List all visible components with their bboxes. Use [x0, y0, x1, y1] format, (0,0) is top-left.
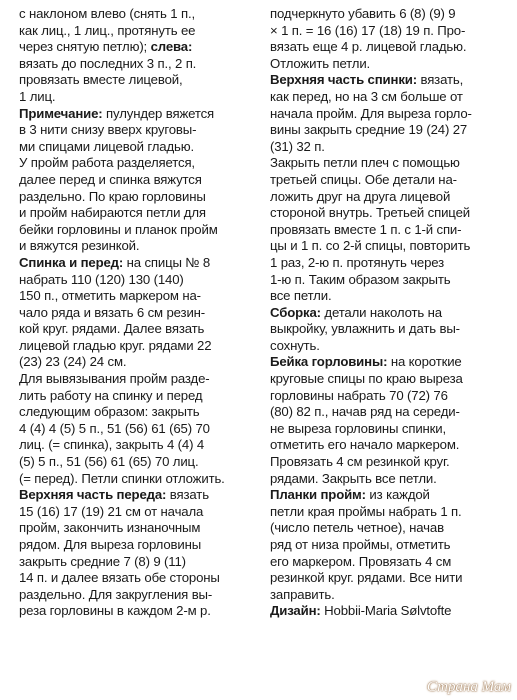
- text-line: [19, 554, 255, 571]
- text-segment: горловины набрать 70 (72) 76: [270, 387, 448, 403]
- text-line: [19, 371, 255, 388]
- text-segment: ряд от низа проймы, отметить: [270, 537, 451, 552]
- text-segment: вязать до последних 3 п., 2 п.: [19, 55, 197, 71]
- text-segment: (31) 32 п.: [270, 138, 325, 154]
- text-segment: и пройм набираются петли для: [19, 205, 206, 221]
- text-line: [19, 23, 255, 40]
- text-line: [19, 305, 255, 322]
- right-text-column: [270, 6, 510, 620]
- text-line: [19, 272, 255, 289]
- text-segment: лицевой гладью круг. рядами 22: [19, 337, 212, 353]
- text-line: [270, 172, 510, 189]
- text-line: [270, 56, 510, 73]
- text-segment: Для вывязывания пройм разде-: [19, 371, 210, 387]
- text-line: [19, 189, 255, 206]
- text-segment: раздельно. По краю горловины: [19, 188, 206, 204]
- text-line: [19, 222, 255, 239]
- section-heading: Верхняя часть спинки:: [270, 72, 417, 88]
- text-line: [19, 537, 255, 554]
- text-line: [19, 155, 255, 172]
- text-line: [19, 39, 255, 56]
- text-line: [19, 72, 255, 89]
- text-line: [19, 139, 255, 156]
- text-line: [270, 437, 510, 454]
- text-line: [270, 255, 510, 272]
- text-segment: детали наколоть на: [320, 304, 442, 320]
- text-segment: цы и 1 п. со 2-й спицы, повторить: [270, 238, 471, 254]
- text-segment: (80) 82 п., начав ряд на середи-: [270, 404, 460, 420]
- text-line: [270, 321, 510, 338]
- text-line: [19, 354, 255, 371]
- text-segment: его маркером. Провязать 4 см: [270, 553, 452, 569]
- text-line: [270, 23, 510, 40]
- text-line: [19, 122, 255, 139]
- text-segment: все петли.: [270, 288, 332, 304]
- watermark-logo: Страна Мам: [426, 679, 511, 695]
- text-line: [270, 354, 510, 371]
- text-line: [19, 255, 255, 272]
- text-line: [270, 421, 510, 438]
- text-segment: на спицы № 8: [123, 254, 211, 270]
- text-line: [19, 520, 255, 537]
- text-line: [270, 122, 510, 139]
- text-segment: У пройм работа разделяется,: [19, 155, 195, 171]
- section-heading: Сборка:: [270, 304, 321, 320]
- text-line: [270, 288, 510, 305]
- text-segment: кой круг. рядами. Далее вязать: [19, 321, 205, 337]
- text-segment: лиц. (= спинка), закрыть 4 (4) 4: [19, 437, 205, 453]
- text-line: [19, 471, 255, 488]
- text-line: [270, 587, 510, 604]
- text-segment: в 3 нити снизу вверх круговы-: [19, 122, 197, 138]
- section-heading: Спинка и перед:: [19, 254, 124, 270]
- text-segment: ложить друг на друга лицевой: [270, 188, 451, 204]
- text-segment: подчеркнуто убавить 6 (8) (9) 9: [270, 6, 456, 21]
- text-line: [19, 587, 255, 604]
- section-heading: Примечание:: [19, 105, 103, 121]
- section-heading: слева:: [150, 39, 193, 55]
- text-segment: не выреза горловины спинки,: [270, 420, 447, 436]
- text-segment: Закрыть петли плеч с помощью: [270, 155, 460, 171]
- paragraph: [270, 305, 510, 355]
- text-segment: вязать еще 4 р. лицевой гладью.: [270, 39, 467, 55]
- text-line: [270, 305, 510, 322]
- paragraph: [19, 487, 255, 620]
- text-line: [270, 205, 510, 222]
- text-line: [19, 172, 255, 189]
- text-line: [19, 437, 255, 454]
- text-line: [270, 89, 510, 106]
- text-line: [270, 603, 510, 620]
- text-segment: бейки горловины и планок пройм: [19, 221, 218, 237]
- text-line: [270, 454, 510, 471]
- text-line: [19, 570, 255, 587]
- text-segment: выкройку, увлажнить и дать вы-: [270, 321, 460, 337]
- text-segment: через снятую петлю);: [19, 39, 151, 55]
- text-line: [270, 338, 510, 355]
- text-segment: стороной внутрь. Третьей спицей: [270, 205, 470, 221]
- text-line: [270, 537, 510, 554]
- text-segment: (5) 5 п., 51 (56) 61 (65) 70 лиц.: [19, 454, 199, 470]
- text-segment: (число петель четное), начав: [270, 520, 444, 536]
- text-segment: 14 п. и далее вязать обе стороны: [19, 570, 220, 586]
- text-line: [270, 72, 510, 89]
- text-line: [19, 106, 255, 123]
- text-line: [270, 404, 510, 421]
- text-line: [270, 139, 510, 156]
- text-line: [270, 272, 510, 289]
- text-segment: 4 (4) 4 (5) 5 п., 51 (56) 61 (65) 70: [19, 420, 210, 436]
- text-line: [270, 222, 510, 239]
- text-segment: начала пройм. Для выреза горло-: [270, 105, 472, 121]
- text-segment: 1 лиц.: [19, 88, 56, 104]
- text-segment: лить работу на спинку и перед: [19, 387, 203, 403]
- text-segment: раздельно. Для закругления вы-: [19, 586, 213, 602]
- section-heading: Верхняя часть переда:: [19, 487, 167, 503]
- paragraph: [19, 106, 255, 255]
- section-heading: Дизайн:: [270, 603, 321, 619]
- paragraph: [270, 155, 510, 304]
- text-segment: круговые спицы по краю выреза: [270, 371, 463, 387]
- left-text-column: [19, 6, 255, 620]
- text-line: [270, 189, 510, 206]
- text-segment: вязать: [166, 487, 209, 503]
- text-line: [270, 520, 510, 537]
- text-segment: вины закрыть средние 19 (24) 27: [270, 122, 468, 138]
- text-line: [19, 321, 255, 338]
- section-heading: Планки пройм:: [270, 487, 366, 503]
- text-line: [19, 421, 255, 438]
- text-segment: рядами. Закрыть все петли.: [270, 470, 437, 486]
- text-segment: резинкой круг. рядами. Все нити: [270, 570, 463, 586]
- text-line: [19, 6, 255, 23]
- paragraph: [19, 6, 255, 106]
- paragraph: [270, 6, 510, 72]
- text-segment: отметить его начало маркером.: [270, 437, 460, 453]
- text-segment: реза горловины в каждом 2-м р.: [19, 603, 211, 619]
- text-segment: 1 раз, 2-ю п. протянуть через: [270, 254, 445, 270]
- text-line: [19, 89, 255, 106]
- text-segment: далее перед и спинка вяжутся: [19, 171, 202, 187]
- text-segment: сохнуть.: [270, 337, 320, 353]
- text-segment: заправить.: [270, 586, 335, 602]
- text-line: [270, 155, 510, 172]
- text-line: [19, 388, 255, 405]
- text-line: [270, 238, 510, 255]
- text-line: [270, 39, 510, 56]
- text-line: [19, 487, 255, 504]
- text-segment: следующим образом: закрыть: [19, 404, 200, 420]
- text-segment: вязать,: [416, 72, 464, 88]
- text-segment: петли края проймы набрать 1 п.: [270, 503, 462, 519]
- text-segment: и вяжутся резинкой.: [19, 238, 140, 254]
- paragraph: [19, 255, 255, 371]
- text-segment: рядом. Для выреза горловины: [19, 537, 202, 552]
- text-line: [19, 238, 255, 255]
- text-line: [19, 205, 255, 222]
- text-segment: закрыть средние 7 (8) 9 (11): [19, 553, 186, 569]
- text-line: [19, 404, 255, 421]
- text-segment: пулундер вяжется: [102, 105, 215, 121]
- text-segment: как лиц., 1 лиц., протянуть ее: [19, 22, 196, 38]
- text-line: [270, 106, 510, 123]
- text-segment: (23) 23 (24) 24 см.: [19, 354, 127, 370]
- text-segment: 150 п., отметить маркером на-: [19, 288, 201, 304]
- text-line: [19, 454, 255, 471]
- paragraph: [270, 72, 510, 155]
- paragraph: [270, 487, 510, 603]
- text-line: [19, 338, 255, 355]
- section-heading: Бейка горловины:: [270, 354, 388, 370]
- text-segment: провязать вместе 1 п. с 1-й спи-: [270, 221, 462, 237]
- paragraph: [270, 603, 510, 620]
- text-line: [270, 6, 510, 23]
- text-line: [19, 288, 255, 305]
- text-segment: (= перед). Петли спинки отложить.: [19, 470, 225, 486]
- text-line: [19, 56, 255, 73]
- text-line: [270, 471, 510, 488]
- text-line: [270, 504, 510, 521]
- text-segment: как перед, но на 3 см больше от: [270, 88, 463, 104]
- text-segment: 15 (16) 17 (19) 21 см от начала: [19, 503, 204, 519]
- text-segment: Провязать 4 см резинкой круг.: [270, 454, 450, 470]
- text-line: [270, 388, 510, 405]
- text-line: [270, 570, 510, 587]
- text-segment: Hobbii-Maria Sølvtofte: [320, 603, 452, 619]
- text-line: [19, 504, 255, 521]
- text-line: [270, 554, 510, 571]
- paragraph: [270, 354, 510, 487]
- text-line: [270, 371, 510, 388]
- text-segment: пройм, закончить изнаночным: [19, 520, 201, 536]
- text-segment: × 1 п. = 16 (16) 17 (18) 19 п. Про-: [270, 22, 466, 38]
- text-segment: на короткие: [387, 354, 462, 370]
- text-segment: провязать вместе лицевой,: [19, 72, 183, 88]
- text-segment: с наклоном влево (снять 1 п.,: [19, 6, 196, 21]
- text-segment: чало ряда и вязать 6 см резин-: [19, 304, 206, 320]
- text-segment: из каждой: [365, 487, 430, 503]
- text-segment: 1-ю п. Таким образом закрыть: [270, 271, 451, 287]
- text-segment: Отложить петли.: [270, 55, 371, 71]
- text-line: [19, 603, 255, 620]
- text-line: [270, 487, 510, 504]
- text-segment: набрать 110 (120) 130 (140): [19, 271, 184, 287]
- text-segment: ми спицами лицевой гладью.: [19, 138, 194, 154]
- paragraph: [19, 371, 255, 487]
- text-segment: третьей спицы. Обе детали на-: [270, 171, 457, 187]
